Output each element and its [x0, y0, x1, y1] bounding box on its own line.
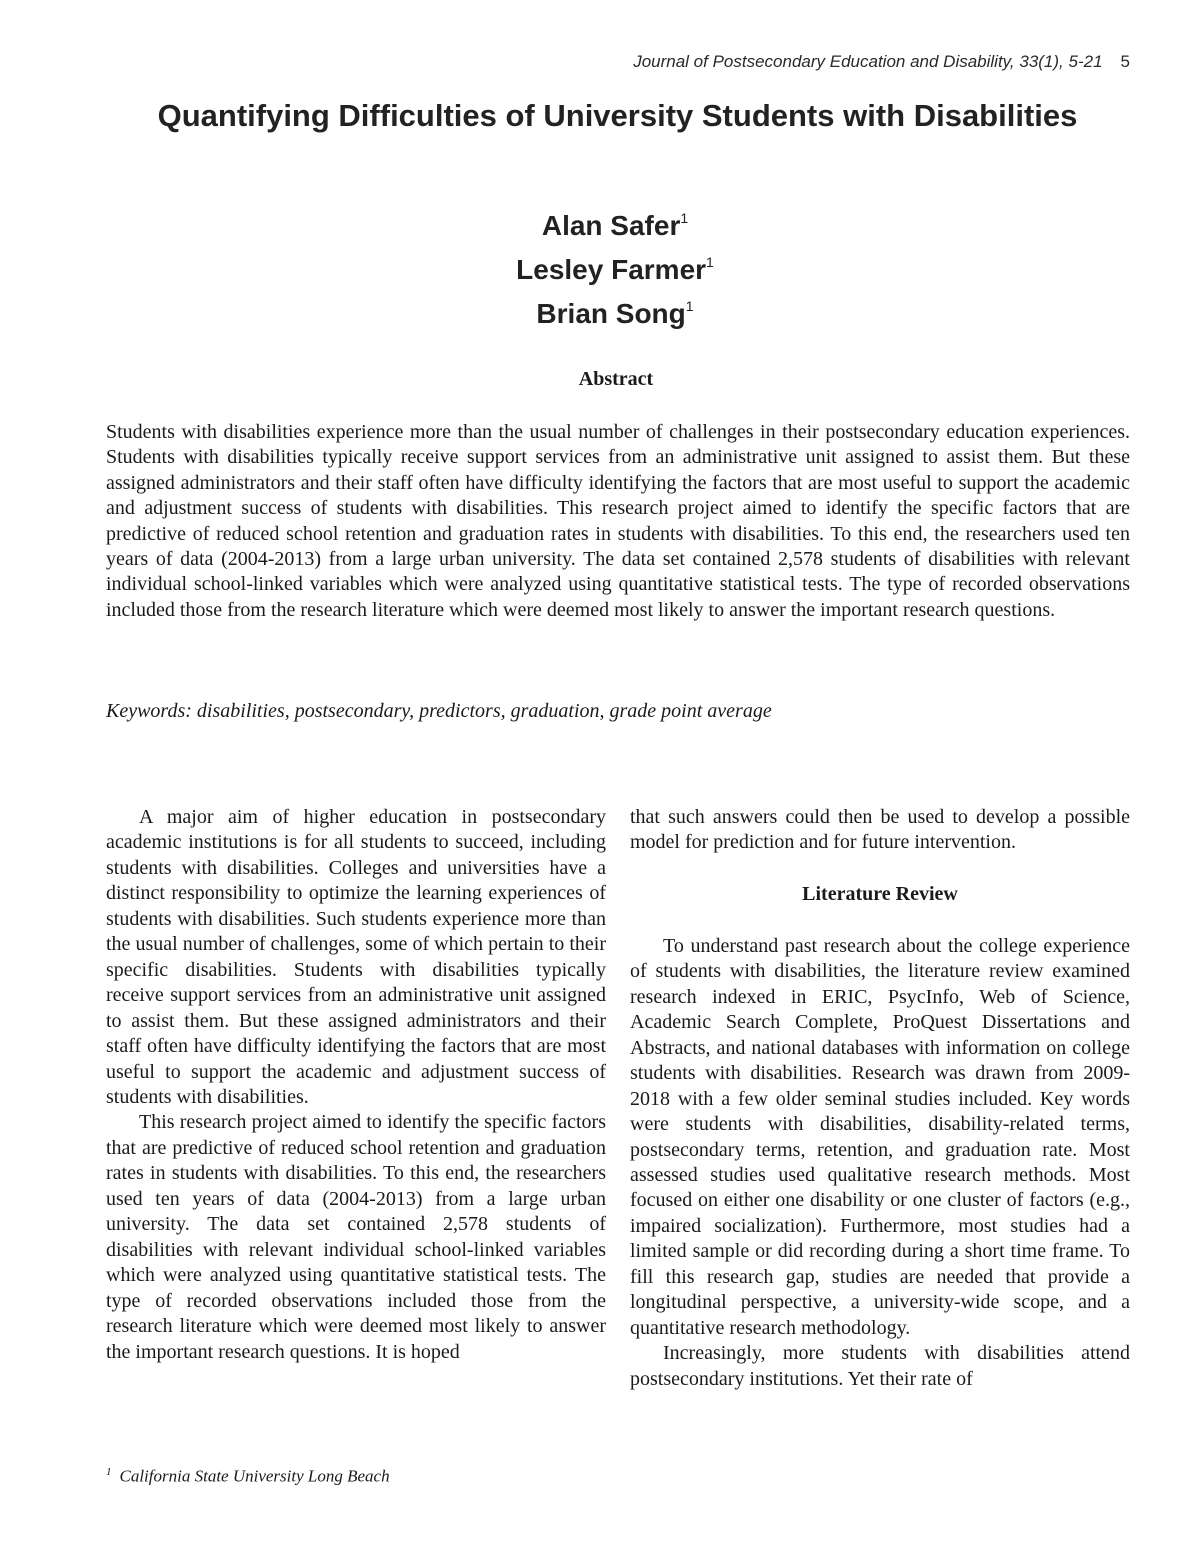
footnote-mark: 1: [106, 1466, 112, 1478]
right-column: [630, 805, 1130, 1392]
affiliation-mark: 1: [706, 254, 714, 270]
abstract-heading: Abstract: [578, 368, 654, 390]
running-header: [633, 52, 1130, 72]
paper-title: Quantifying Difficulties of University Students with Disabilities: [157, 98, 1078, 133]
author: [0, 288, 1200, 332]
abstract-text: Students with disabilities experience more than the usual number of challenges in their postsecondary education experiences. Students with disabilities typically receive support services from an administrative unit assigned to assist them. But these assigned administrators and their staff often have difficulty identifying the factors that are most useful to support the academic and adjustment success of students with disabilities. This research project aimed to identify the specific factors that are predictive of reduced school retention and graduation rates in students with disabilities. To this end, the researchers used ten years of data (2004-2013) from a large urban university. The data set contained 2,578 students of disabilities with relevant individual school-linked variables which were analyzed using quantitative statistical tests. The type of recorded observations included those from the research literature which were deemed most likely to answer the important research questions.: [106, 421, 1130, 621]
page-number: 5: [1120, 52, 1130, 71]
author: [0, 244, 1200, 288]
left-column: [106, 805, 606, 1365]
affiliation-mark: 1: [685, 298, 694, 314]
affiliation-footnote: [106, 1466, 390, 1487]
author-list: [0, 200, 1200, 332]
footnote-text: California State University Long Beach: [119, 1466, 390, 1486]
author-name: Alan Safer: [541, 210, 681, 241]
section-heading-literature-review: Literature Review: [802, 882, 958, 905]
author: [0, 200, 1200, 244]
body-paragraph-continuation: that such answers could then be used to develop a possible model for prediction and for future intervention.: [630, 806, 1130, 854]
author-name: Brian Song: [536, 298, 686, 329]
affiliation-mark: 1: [680, 210, 689, 226]
author-name: Lesley Farmer: [516, 254, 707, 285]
body-paragraph: This research project aimed to identify the specific factors that are predictive of reduced school retention and graduation rates in students with disabilities. To this end, the researchers used ten years of data (2004-2013) from a large urban university. The data set contained 2,578 students of disabilities with relevant individual school-linked variables which were analyzed using quantitative statistical tests. The type of recorded observations included those from the research literature which were deemed most likely to answer the important research questions. It is hoped: [106, 1111, 606, 1363]
body-paragraph: Increasingly, more students with disabilities attend postsecondary institutions. Yet their rate of: [630, 1342, 1130, 1390]
body-paragraph: To understand past research about the college experience of students with disabilities, the literature review examined research indexed in ERIC, PsycInfo, Web of Science, Academic Search Complete, ProQuest Dissertations and Abstracts, and national databases with information on college students with disabilities. Research was drawn from 2009-2018 with a few older seminal studies included. Key words were students with disabilities, disability-related terms, postsecondary terms, retention, and graduation rate. Most assessed studies used qualitative research methods. Most focused on either one disability or one cluster of factors (e.g., impaired socialization). Furthermore, most studies had a limited sample or did recording during a short time frame. To fill this research gap, studies are needed that provide a longitudinal perspective, a university-wide scope, and a quantitative research methodology.: [630, 934, 1130, 1339]
journal-citation: Journal of Postsecondary Education and Disability, 33(1), 5-21: [633, 52, 1103, 71]
body-paragraph: A major aim of higher education in postsecondary academic institutions is for all students to succeed, including students with disabilities. Colleges and universities have a distinct responsibility to optimize the learning experiences of students with disabilities. Such students experience more than the usual number of challenges, some of which pertain to their specific disabilities. Students with disabilities typically receive support services from an administrative unit assigned to assist them. But these assigned administrators and their staff often have difficulty identifying the factors that are most useful to support the academic and adjustment success of students with disabilities.: [106, 806, 606, 1108]
keywords: Keywords: disabilities, postsecondary, predictors, graduation, grade point average: [106, 700, 772, 722]
